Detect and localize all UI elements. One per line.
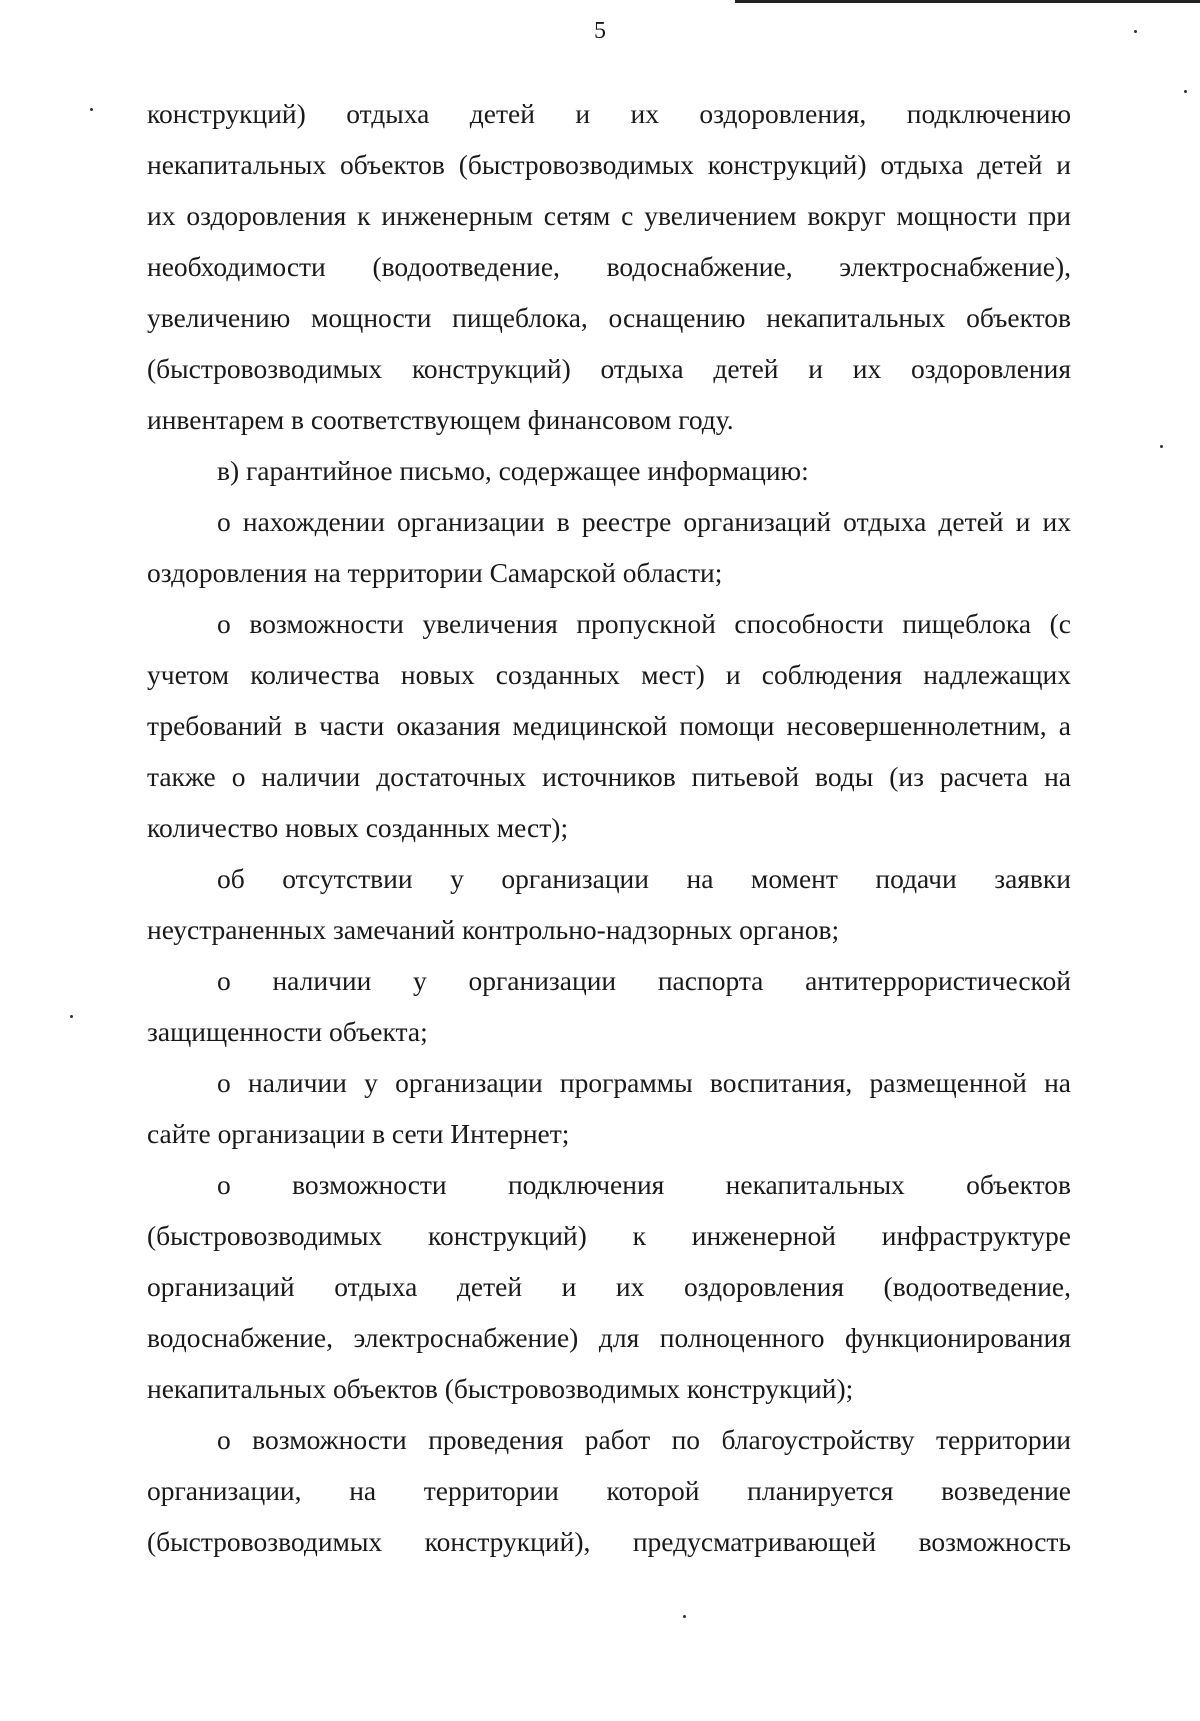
text-line: оздоровления на территории Самарской области; xyxy=(147,557,723,588)
text-line: (быстровозводимых конструкций) к инженерной инфраструктуре xyxy=(147,1220,1071,1251)
top-rule xyxy=(735,0,1200,3)
text-line: в) гарантийное письмо, содержащее информацию: xyxy=(217,455,809,486)
text-line: (быстровозводимых конструкций) отдыха детей и их оздоровления xyxy=(147,353,1071,384)
text-line: организации, на территории которой планируется возведение xyxy=(147,1475,1071,1506)
document-body xyxy=(147,88,1071,1567)
text-line: количество новых созданных мест); xyxy=(147,812,569,843)
text-line: о наличии у организации программы воспитания, размещенной на xyxy=(217,1067,1071,1098)
text-line: (быстровозводимых конструкций), предусматривающей возможность xyxy=(147,1526,1071,1557)
text-line: водоснабжение, электроснабжение) для полноценного функционирования xyxy=(147,1322,1071,1353)
text-line: об отсутствии у организации на момент подачи заявки xyxy=(217,863,1071,894)
text-line: некапитальных объектов (быстровозводимых конструкций) отдыха детей и xyxy=(147,149,1071,180)
text-line: организаций отдыха детей и их оздоровления (водоотведение, xyxy=(147,1271,1071,1302)
page-number: 5 xyxy=(594,18,606,44)
scan-speck xyxy=(1160,445,1163,448)
text-line: учетом количества новых созданных мест) и соблюдения надлежащих xyxy=(147,659,1071,690)
text-line: о возможности проведения работ по благоустройству территории xyxy=(217,1424,1071,1455)
text-line: сайте организации в сети Интернет; xyxy=(147,1118,570,1149)
scan-speck xyxy=(90,108,93,111)
text-line: увеличению мощности пищеблока, оснащению некапитальных объектов xyxy=(147,302,1071,333)
scan-speck xyxy=(70,1015,73,1018)
text-line: инвентарем в соответствующем финансовом году. xyxy=(147,404,734,435)
text-line: их оздоровления к инженерным сетям с увеличением вокруг мощности при xyxy=(147,200,1071,231)
scan-speck xyxy=(683,1615,686,1618)
text-line: о возможности подключения некапитальных объектов xyxy=(217,1169,1071,1200)
text-line: необходимости (водоотведение, водоснабжение, электроснабжение), xyxy=(147,251,1071,282)
text-line: неустраненных замечаний контрольно-надзорных органов; xyxy=(147,914,840,945)
scan-speck xyxy=(1134,30,1137,33)
text-line: некапитальных объектов (быстровозводимых конструкций); xyxy=(147,1373,854,1404)
text-line: конструкций) отдыха детей и их оздоровления, подключению xyxy=(147,98,1071,129)
text-line: требований в части оказания медицинской помощи несовершеннолетним, а xyxy=(147,710,1071,741)
text-line: защищенности объекта; xyxy=(147,1016,428,1047)
scan-speck xyxy=(1184,90,1187,93)
text-line: также о наличии достаточных источников питьевой воды (из расчета на xyxy=(147,761,1071,792)
text-line: о возможности увеличения пропускной способности пищеблока (с xyxy=(217,608,1071,639)
text-line: о нахождении организации в реестре организаций отдыха детей и их xyxy=(217,506,1071,537)
text-line: о наличии у организации паспорта антитеррористической xyxy=(217,965,1071,996)
